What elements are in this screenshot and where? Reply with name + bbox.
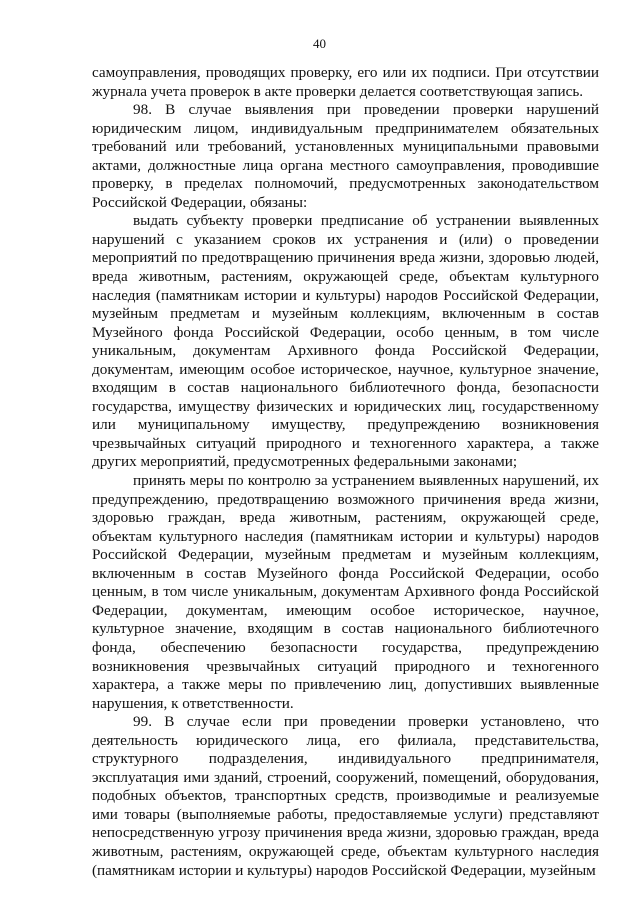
paragraph-item-98: 98. В случае выявления при проведении проверки нарушений юридическим лицом, индивидуальным предпринимателем обязательных требований или требований, установленных муниципальными правовыми актами, должностные лица органа местного самоуправления, проводившие проверку, в пределах полномочий, предусмотренных законодательством Российской Федерации, обязаны: <box>92 101 599 211</box>
paragraph-continuation: самоуправления, проводящих проверку, его или их подписи. При отсутствии журнала учета проверок в акте проверки делается соответствующая запись. <box>92 64 599 100</box>
paragraph-item-99: 99. В случае если при проведении проверки установлено, что деятельность юридического лица, его филиала, представительства, структурного подразделения, индивидуального предпринимателя, эксплуатация ими зданий, строений, сооружений, помещений, оборудования, подобных объектов, транспортных средств, производимые и реализуемые ими товары (выполняемые работы, предоставляемые услуги) представляют непосредственную угрозу причинения вреда жизни, здоровью граждан, вреда животным, растениям, окружающей среде, объектам культурного наследия (памятникам истории и культуры) народов Российской Федерации, музейным <box>92 713 599 879</box>
paragraph-issue-order: выдать субъекту проверки предписание об устранении выявленных нарушений с указанием сроков их устранения и (или) о проведении мероприятий по предотвращению причинения вреда жизни, здоровью людей, вреда животным, растениям, окружающей среде, объектам культурного наследия (памятникам истории и культуры) народов Российской Федерации, музейным предметам и музейным коллекциям, включенным в состав Музейного фонда Российской Федерации, особо ценным, в том числе уникальным, документам Архивного фонда Российской Федерации, документам, имеющим особое историческое, научное, культурное значение, входящим в состав национального библиотечного фонда, безопасности государства, имуществу физических и юридических лиц, государственному или муниципальному имуществу, предупреждению возникновения чрезвычайных ситуаций природного и техногенного характера, а также других мероприятий, предусмотренных федеральными законами; <box>92 212 599 471</box>
document-body <box>92 64 599 880</box>
page-number: 40 <box>313 36 326 51</box>
paragraph-take-measures: принять меры по контролю за устранением выявленных нарушений, их предупреждению, предотвращению возможного причинения вреда жизни, здоровью граждан, вреда животным, растениям, окружающей среде, объектам культурного наследия (памятникам истории и культуры) народов Российской Федерации, музейным предметам и музейным коллекциям, включенным в состав Музейного фонда Российской Федерации, особо ценным, в том числе уникальным, документам Архивного фонда Российской Федерации, документам, имеющим особое историческое, научное, культурное значение, входящим в состав национального библиотечного фонда, обеспечению безопасности государства, предупреждению возникновения чрезвычайных ситуаций природного и техногенного характера, а также меры по привлечению лиц, допустивших выявленные нарушения, к ответственности. <box>92 472 599 712</box>
